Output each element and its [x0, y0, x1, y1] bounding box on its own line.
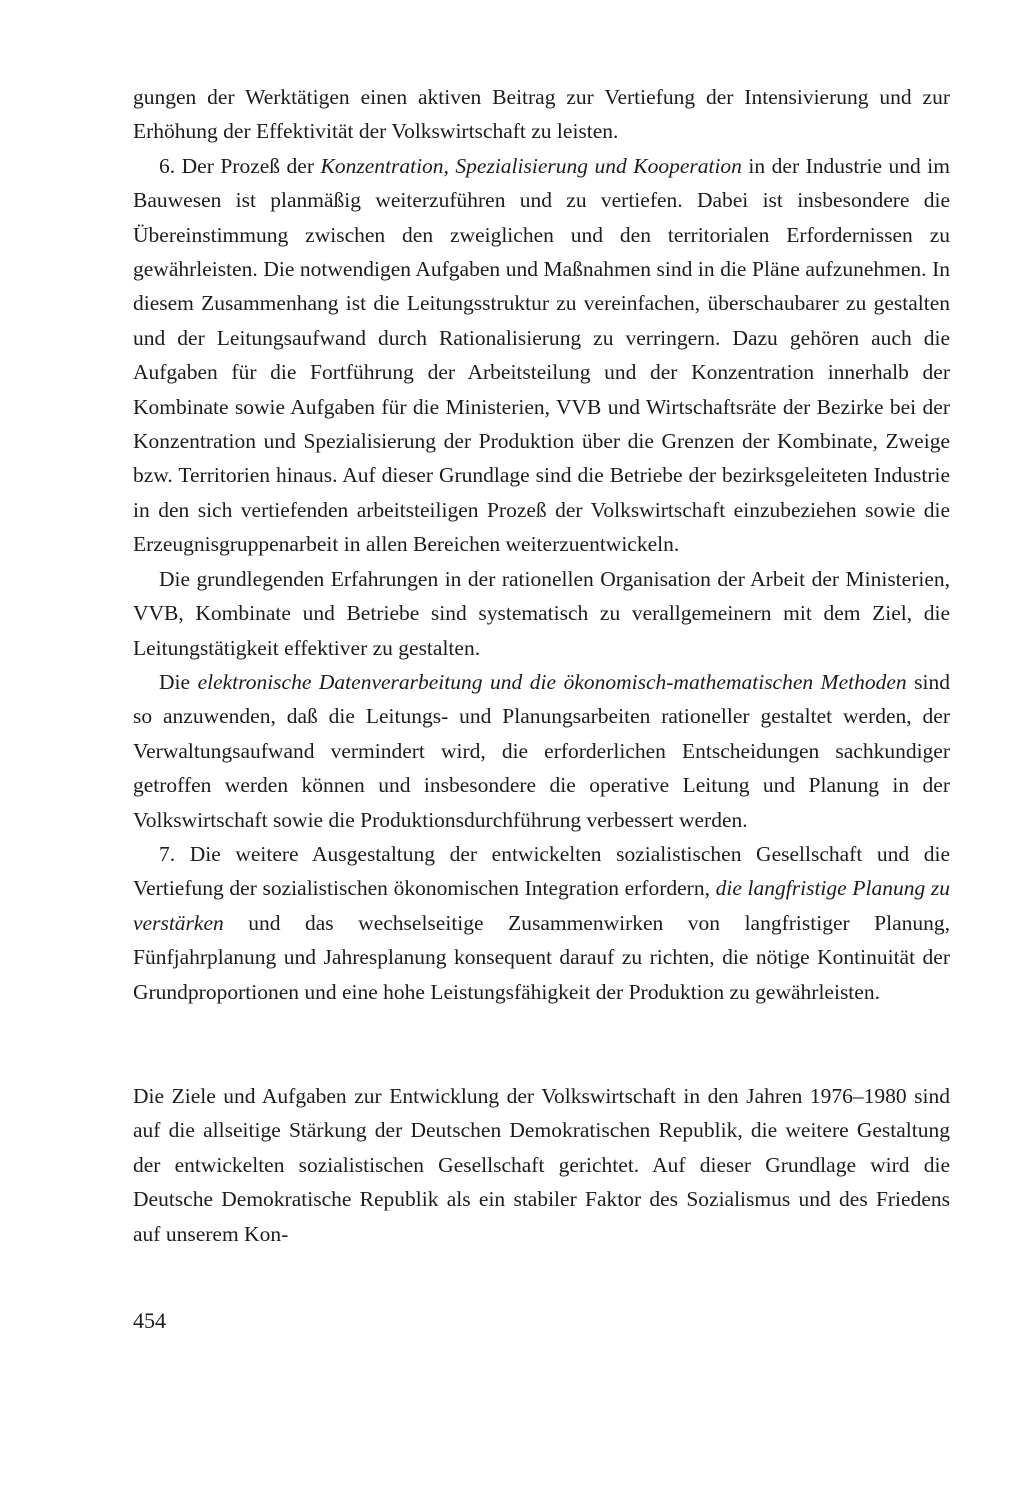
emphasis-text: elektronische Datenverarbeitung und die ökonomisch-mathematischen Methoden: [197, 669, 907, 694]
paragraph-text: 7. Die weitere Ausgestaltung der entwickelten sozialistischen Gesellschaft und die Vertiefung der sozialistischen ökonomischen Integration erfordern,: [133, 841, 950, 901]
paragraph-text: sind so anzuwenden, daß die Leitungs- und Planungsarbeiten rationeller gestaltet werden, der Verwaltungsaufwand vermindert wird, die erforderlichen Entscheidungen sachkundiger getroffen werden können und insbesondere die operative Leitung und Planung in der Volkswirtschaft sowie die Produktionsdurchführung verbessert werden.: [133, 669, 950, 832]
paragraph-closing: Die Ziele und Aufgaben zur Entwicklung der Volkswirtschaft in den Jahren 1976–1980 sind auf die allseitige Stärkung der Deutschen Demokratischen Republik, die weitere Gestaltung der entwickelten sozialistischen Gesellschaft gerichtet. Auf dieser Grundlage wird die Deutsche Demokratische Republik als ein stabiler Faktor des Sozialismus und des Friedens auf unserem Kon-: [133, 1083, 950, 1246]
emphasis-text: Konzentration, Spezialisierung und Kooperation: [320, 153, 742, 178]
paragraph-data-processing: [133, 665, 950, 837]
paragraph-text: 6. Der Prozeß der: [159, 153, 321, 178]
paragraph-experience: [133, 562, 950, 665]
paragraph-text: Die: [159, 669, 198, 694]
paragraph-section-7: [133, 837, 950, 1009]
paragraph-text: in der Industrie und im Bauwesen ist planmäßig weiterzuführen und zu vertiefen. Dabei ist insbesondere die Übereinstimmung zwischen den zweiglichen und den territorialen Erfordernissen zu gewährleisten. Die notwendigen Aufgaben und Maßnahmen sind in die Pläne aufzunehmen. In diesem Zusammenhang ist die Leitungsstruktur zu vereinfachen, überschaubarer zu gestalten und der Leitungsaufwand durch Rationalisierung zu verringern. Dazu gehören auch die Aufgaben für die Fortführung der Arbeitsteilung und der Konzentration innerhalb der Kombinate sowie Aufgaben für die Ministerien, VVB und Wirtschaftsräte der Bezirke bei der Konzentration und Spezialisierung der Produktion über die Grenzen der Kombinate, Zweige bzw. Territorien hinaus. Auf dieser Grundlage sind die Betriebe der bezirksgeleiteten Industrie in den sich vertiefenden arbeitsteiligen Prozeß der Volkswirtschaft einzubeziehen sowie die Erzeugnisgruppenarbeit in allen Bereichen weiterzuentwickeln.: [133, 153, 950, 557]
paragraph-text: und das wechselseitige Zusammenwirken von langfristiger Planung, Fünfjahrplanung und Jahresplanung konsequent darauf zu richten, die nötige Kontinuität der Grundproportionen und eine hohe Leistungsfähigkeit der Produktion zu gewährleisten.: [133, 910, 950, 1004]
page-number: 454: [133, 1308, 166, 1333]
paragraph-text: gungen der Werktätigen einen aktiven Beitrag zur Vertiefung der Intensivierung und zur Erhöhung der Effektivität der Volkswirtschaft zu leisten.: [133, 85, 950, 144]
paragraph-section-6: [133, 149, 950, 562]
paragraph-text: Die grundlegenden Erfahrungen in der rationellen Organisation der Arbeit der Ministerien, VVB, Kombinate und Betriebe sind systematisch zu verallgemeinern mit dem Ziel, die Leitungstätigkeit effektiver zu gestalten.: [133, 566, 950, 660]
paragraph-continuation: [133, 80, 950, 149]
section-gap: [133, 1009, 950, 1079]
document-body: [133, 80, 950, 1251]
emphasis-text: die langfristige Planung zu verstärken: [133, 876, 950, 935]
